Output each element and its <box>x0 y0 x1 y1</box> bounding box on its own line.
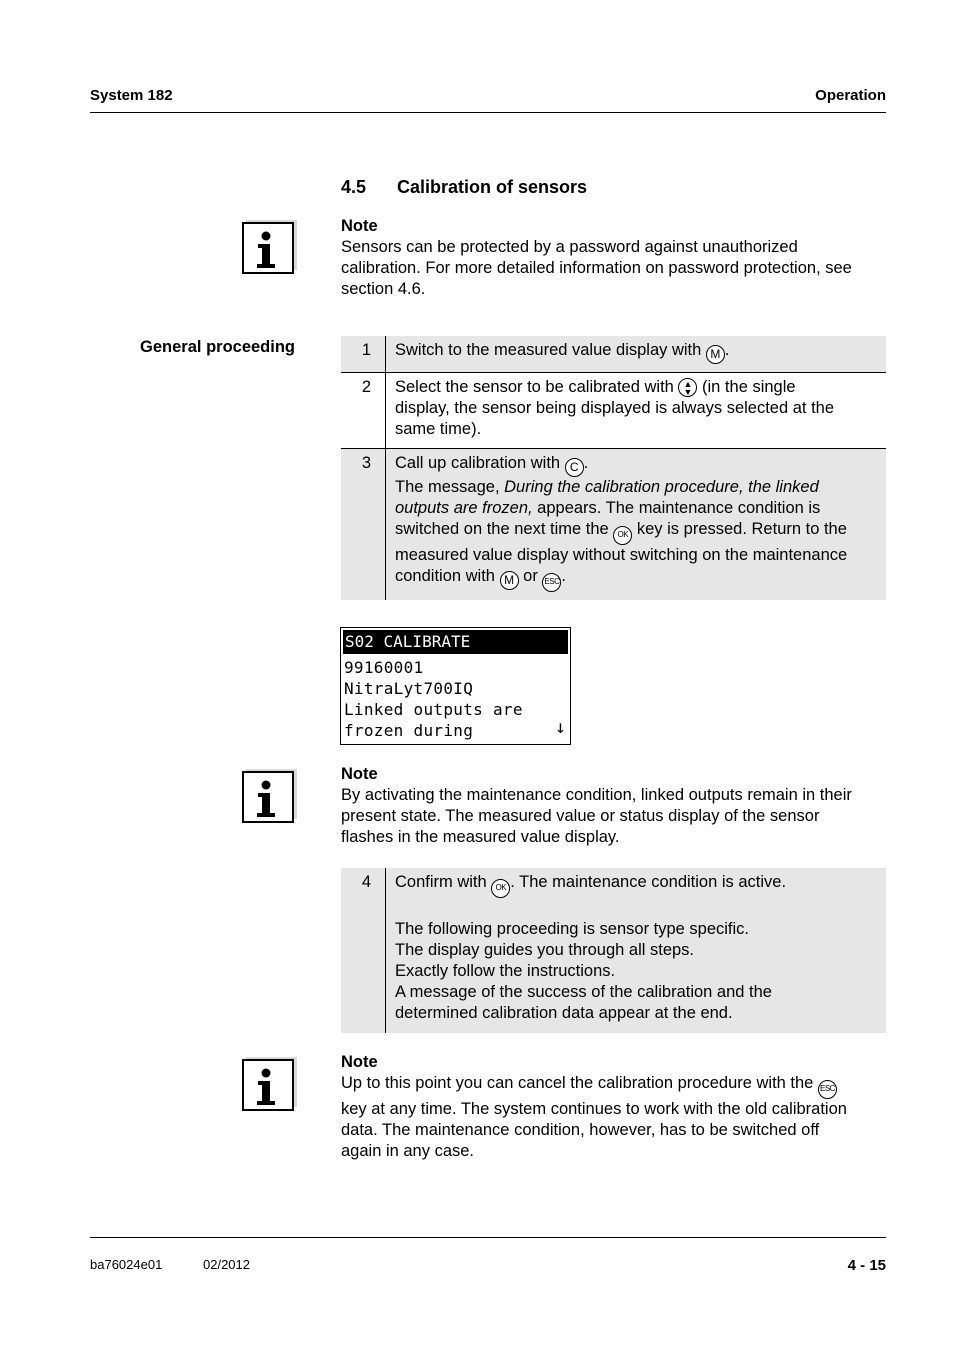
esc-key-icon: ESC <box>542 573 561 592</box>
note-title: Note <box>341 217 378 235</box>
lcd-display <box>340 627 571 745</box>
note-line: section 4.6. <box>341 280 426 298</box>
note-line: By activating the maintenance condition, linked outputs remain in their <box>341 786 852 804</box>
lcd-line: frozen during <box>344 721 474 740</box>
step-number: 2 <box>341 373 386 448</box>
note-line: data. The maintenance condition, however, has to be switched off <box>341 1121 820 1139</box>
header-left: System 182 <box>90 87 173 104</box>
step-text: Call up calibration with C . The message, During the calibration procedure, the linked outputs are frozen, appears. The maintenance condition is switched on the next time the OK key is pressed. Return to the measured value display without switching on the maintenance condition with M or ESC . <box>386 449 886 600</box>
lcd-line: 99160001 <box>344 658 424 677</box>
step-row <box>341 868 886 1033</box>
note-1 <box>341 216 852 300</box>
note-line: key at any time. The system continues to work with the old calibration <box>341 1100 847 1118</box>
lcd-line: Linked outputs are <box>344 700 523 719</box>
note-line: Sensors can be protected by a password against unauthorized <box>341 238 798 256</box>
step-text: Select the sensor to be calibrated with ▲ ▼ (in the single display, the sensor being displayed is always selected at the same time). <box>395 378 835 438</box>
ok-key-icon: OK <box>613 526 632 545</box>
m-key-icon: M <box>500 571 519 590</box>
m-key-icon: M <box>706 345 725 364</box>
note-line: present state. The measured value or status display of the sensor <box>341 807 820 825</box>
note-line: Up to this point you can cancel the calibration procedure with the ESC <box>341 1073 847 1099</box>
header-right: Operation <box>815 87 886 104</box>
note-line: calibration. For more detailed information on password protection, see <box>341 259 852 277</box>
scroll-down-arrow-icon: ↓ <box>555 717 566 738</box>
info-icon <box>242 1059 294 1111</box>
page-number: 4 - 15 <box>847 1257 886 1274</box>
note-line: flashes in the measured value display. <box>341 828 620 846</box>
footer-doc-number: ba76024e01 <box>90 1257 163 1272</box>
steps-table-2 <box>341 868 886 1033</box>
lcd-title: S02 CALIBRATE <box>343 630 568 654</box>
note-3 <box>341 1052 847 1162</box>
section-title: Calibration of sensors <box>397 177 588 197</box>
esc-key-icon: ESC <box>818 1080 837 1099</box>
side-label: General proceeding <box>140 338 295 356</box>
section-number: 4.5 <box>341 177 367 197</box>
step-row <box>341 449 886 600</box>
note-2 <box>341 764 852 848</box>
footer-rule <box>90 1237 886 1238</box>
step-text: Switch to the measured value display with M . <box>386 336 886 372</box>
step-number: 4 <box>341 868 386 1033</box>
steps-table <box>341 336 886 600</box>
up-down-key-icon: ▲ ▼ <box>678 378 697 397</box>
lcd-line: NitraLyt700IQ <box>344 679 474 698</box>
ok-key-icon: OK <box>491 879 510 898</box>
info-icon <box>242 771 294 823</box>
note-line: again in any case. <box>341 1142 475 1160</box>
step-number: 1 <box>341 336 386 372</box>
info-icon <box>242 222 294 274</box>
header-rule <box>90 112 886 113</box>
note-title: Note <box>341 1053 378 1071</box>
step-number: 3 <box>341 449 386 600</box>
footer-date: 02/2012 <box>203 1257 250 1272</box>
c-key-icon: C <box>565 458 584 477</box>
step-text: Confirm with OK . The maintenance condition is active. The following proceeding is sensor type specific. The display guides you through all steps. Exactly follow the instructions. A message of the success of the calibration and the determined calibration data appear at the end. <box>395 873 787 1022</box>
step-row <box>341 373 886 448</box>
note-title: Note <box>341 765 378 783</box>
step-row <box>341 336 886 372</box>
